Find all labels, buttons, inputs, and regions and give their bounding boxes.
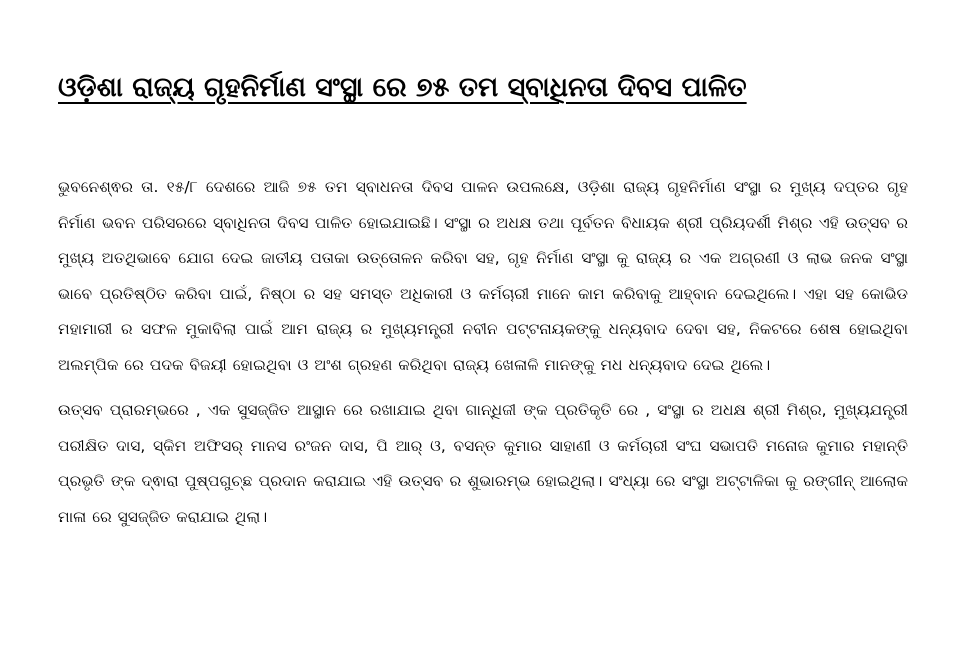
article-body — [58, 170, 908, 535]
article-title: ଓଡ଼ିଶା ରାଜ୍ୟ ଗୃହନିର୍ମାଣ ସଂସ୍ଥା ରେ ୭୫ ତମ ସ୍ବାଧିନତା ଦିବସ ପାଳିତ — [58, 72, 747, 103]
article-paragraph-2: ଉତ୍ସବ ପ୍ରାରମ୍ଭରେ , ଏକ ସୁସଜ୍ଜିତ ଆସ୍ଥାନ ରେ ରଖାଯାଇ ଥିବା ଗାନ୍ଧିଜୀ ଙ୍କ ପ୍ରତିକୃତି ରେ , ସଂସ୍ଥା ର ଅଧକ୍ଷ ଶ୍ରୀ ମିଶ୍ର, ମୁଖ୍ୟଯନ୍ତ୍ରୀ ପରୀକ୍ଷିତ ଦାସ, ସ୍କିମ ଅଫିସର୍ ମାନସ ରଂଜନ ଦାସ, ପି ଆର୍ ଓ, ବସନ୍ତ କୁମାର ସାହାଣୀ ଓ କର୍ମଚାରୀ ସଂଘ ସଭାପତି ମନୋଜ କୁମାର ମହାନ୍ତି ପ୍ରଭୃତି ଙ୍କ ଦ୍ଵାରା ପୁଷ୍ପଗୁଚ୍ଛ ପ୍ରଦାନ କରାଯାଇ ଏହି ଉତ୍ସବ ର ଶୁଭାରମ୍ଭ ହୋଇଥିଲା। ସଂଧ୍ୟା ରେ ସଂସ୍ଥା ଅଟ୍ଟାଳିକା କୁ ରଙ୍ଗୀନ୍ ଆଲୋକ ମାଳା ରେ ସୁସଜ୍ଜିତ କରାଯାଇ ଥିଲା। — [58, 401, 908, 526]
article-paragraph-1: ଭୁବନେଶ୍ଵର ତା. ୧୫/୮ ଦେଶରେ ଆଜି ୭୫ ତମ ସ୍ବାଧନତା ଦିବସ ପାଳନ ଉପଲକ୍ଷେ, ଓଡ଼ିଶା ରାଜ୍ୟ ଗୃହନିର୍ମାଣ ସଂସ୍ଥା ର ମୁଖ୍ୟ ଦପ୍ତର ଗୃହ ନିର୍ମାଣ ଭବନ ପରିସରରେ ସ୍ବାଧିନତା ଦିବସ ପାଳିତ ହୋଇଯାଇଛି। ସଂସ୍ଥା ର ଅଧକ୍ଷ ତଥା ପୂର୍ବତନ ବିଧାୟକ ଶ୍ରୀ ପ୍ରିୟଦର୍ଶୀ ମିଶ୍ର ଏହି ଉତ୍ସବ ର ମୁଖ୍ୟ ଅତଥିଭାବେ ଯୋଗ ଦେଇ ଜାତୀୟ ପତାକା ଉତ୍ତୋଳନ କରିବା ସହ, ଗୃହ ନିର୍ମାଣ ସଂସ୍ଥା କୁ ରାଜ୍ୟ ର ଏକ ଅଗ୍ରଣୀ ଓ ଲାଭ ଜନକ ସଂସ୍ଥା ଭାବେ ପ୍ରତିଷ୍ଠିତ କରିବା ପାଇଁ, ନିଷ୍ଠା ର ସହ ସମସ୍ତ ଅଧିକାରୀ ଓ କର୍ମଚାରୀ ମାନେ କାମ କରିବାକୁ ଆହ୍ବାନ ଦେଇଥିଲେ। ଏହା ସହ କୋଭିଡ ମହାମାରୀ ର ସଫଳ ମୁକାବିଲା ପାଇଁ ଆମ ରାଜ୍ୟ ର ମୁଖ୍ୟମନ୍ତ୍ରୀ ନବୀନ ପଟ୍ଟନାୟକଙ୍କୁ ଧନ୍ୟବାଦ ଦେବା ସହ, ନିକଟରେ ଶେଷ ହୋଇଥିବା ଅଲମ୍ପିକ ରେ ପଦକ ବିଜୟୀ ହୋଇଥିବା ଓ ଅଂଶ ଗ୍ରହଣ କରିଥିବା ରାଜ୍ୟ ଖେଳାଳି ମାନଙ୍କୁ ମଧ ଧନ୍ୟବାଦ ଦେଇ ଥିଲେ। — [58, 178, 908, 374]
